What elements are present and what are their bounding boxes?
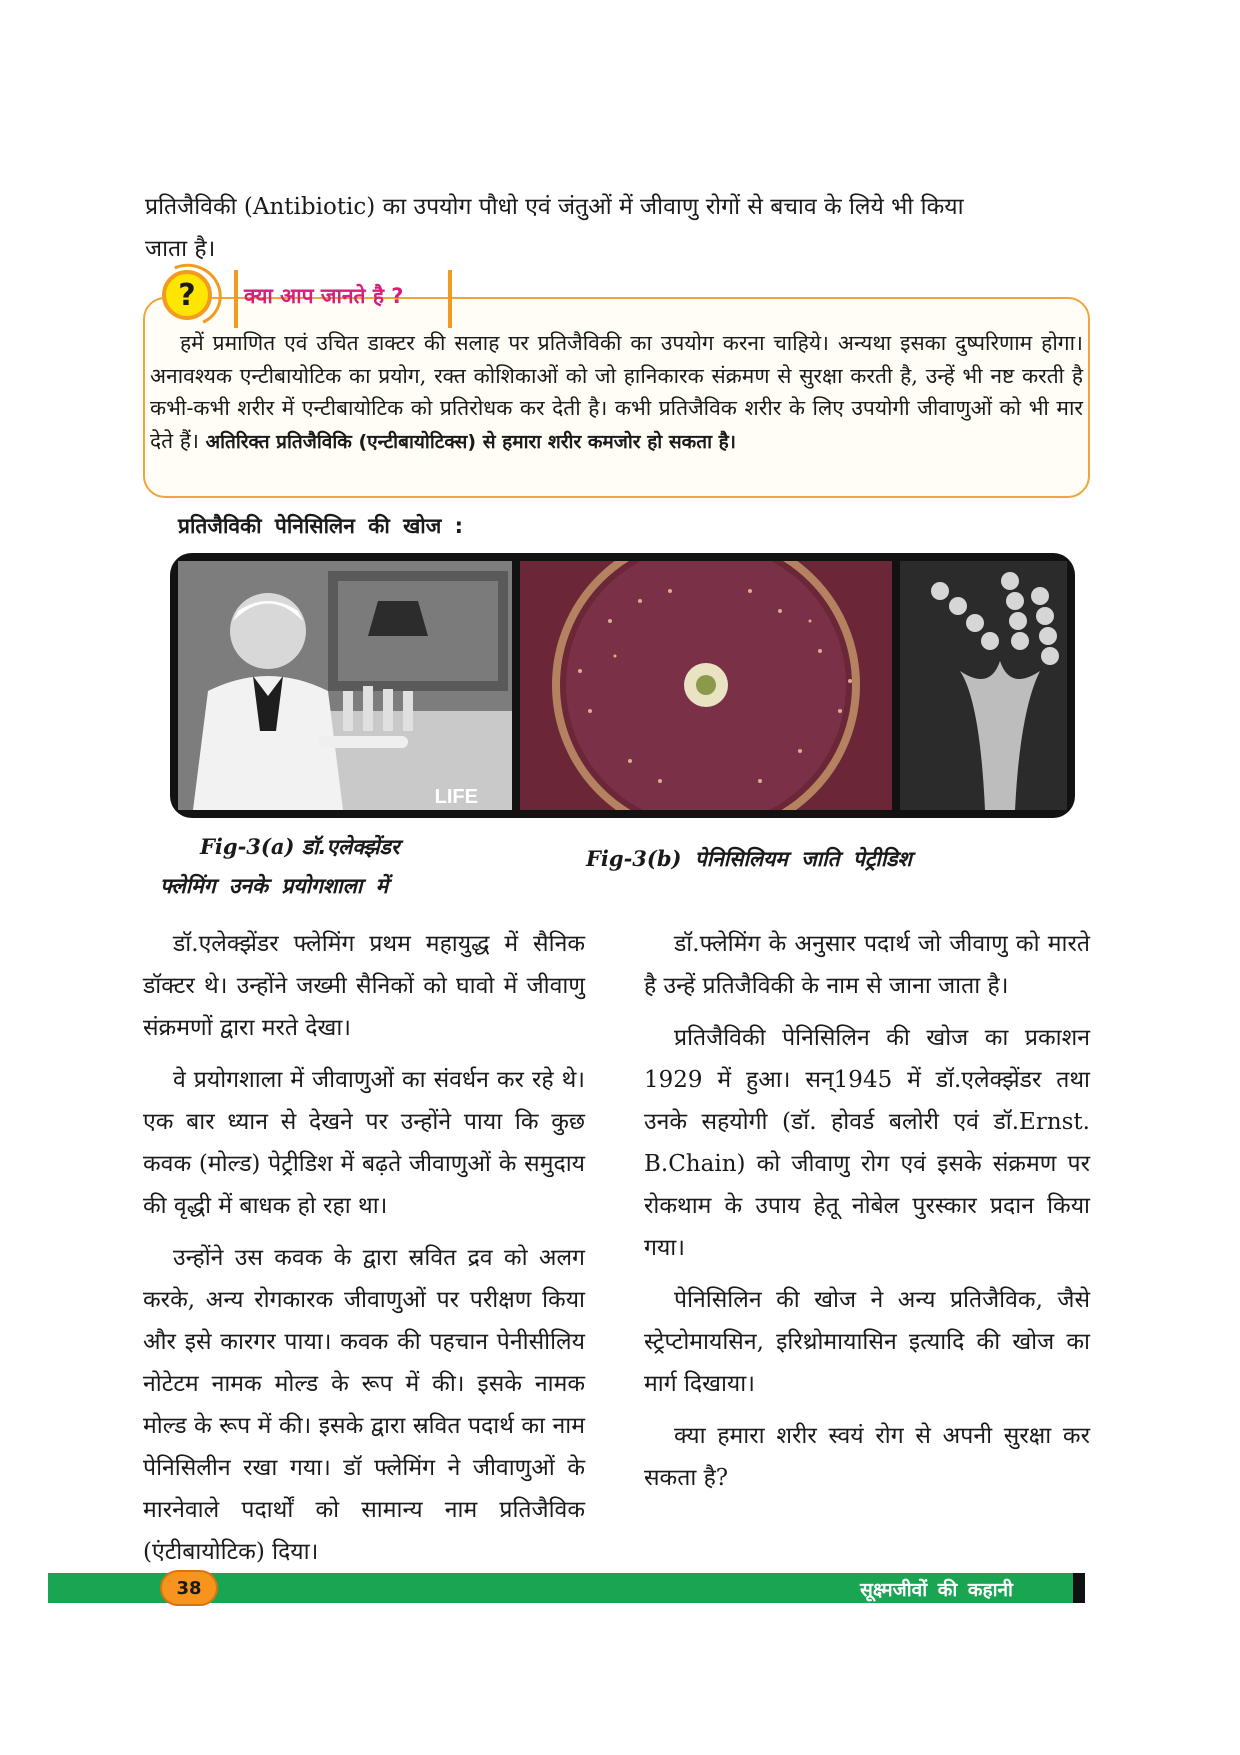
right-column bbox=[644, 923, 1090, 1509]
did-you-know-body: हमें प्रमाणित एवं उचित डाक्टर की सलाह पर प्रतिजैविकी का उपयोग करना चाहिये। अन्यथा इसका दुष्परिणाम होगा। अनावश्यक एन्टीबायोटिक का प्रयोग, रक्त कोशिकाओं को जो हानिकारक संक्रमण से सुरक्षा करती है, उन्हें भी नष्ट करती है कभी-कभी शरीर में एन्टीबायोटिक को प्रतिरोधक कर देती है। कभी प्रतिजैविक शरीर के लिए उपयोगी जीवाणुओं को भी मार देते हैं। bbox=[150, 331, 1083, 453]
section-heading: प्रतिजैविकी पेनिसिलिन की खोज : bbox=[178, 514, 464, 538]
did-you-know-bold: अतिरिक्त प्रतिजैविकि (एन्टीबायोटिक्स) से हमारा शरीर कमजोर हो सकता है। bbox=[205, 430, 736, 453]
fig-3a-label: Fig-3(a) bbox=[200, 834, 295, 859]
fig-3a-caption-text-1: डॉ.एलेक्झेंडर bbox=[301, 835, 400, 859]
fig-3b-caption-text: पेनिसिलियम जाति पेट्रीडिश bbox=[694, 847, 912, 871]
did-you-know-text bbox=[150, 327, 1083, 458]
intro-line-1: प्रतिजैविकी (Antibiotic) का उपयोग पौधो एवं जंतुओं में जीवाणु रोगों से बचाव के लिये भी किया bbox=[145, 194, 964, 220]
right-paragraph: पेनिसिलिन की खोज ने अन्य प्रतिजैविक, जैसे स्ट्रेप्टोमायसिन, इरिथ्रोमायासिन इत्यादि की खोज का मार्ग दिखाया। bbox=[644, 1287, 1090, 1397]
page-number-badge: 38 bbox=[160, 1570, 218, 1606]
right-paragraph: क्या हमारा शरीर स्वयं रोग से अपनी सुरक्षा कर सकता है? bbox=[644, 1423, 1090, 1491]
fig-3b-caption bbox=[586, 845, 912, 873]
title-tab-right-bar bbox=[448, 270, 452, 328]
photo-fleming-lab bbox=[178, 561, 512, 810]
fig-3b-label: Fig-3(b) bbox=[586, 846, 682, 871]
footer-book-title: सूक्ष्मजीवों की कहानी bbox=[860, 1579, 1013, 1601]
photo-petri-dish bbox=[520, 561, 892, 810]
intro-line-2: जाता है। bbox=[145, 236, 216, 262]
left-paragraph: वे प्रयोगशाला में जीवाणुओं का संवर्धन कर रहे थे। एक बार ध्यान से देखने पर उन्होंने पाया कि कुछ कवक (मोल्ड) पेट्रीडिश में बढ़ते जीवाणुओं के समुदाय की वृद्धी में बाधक हो रहा था। bbox=[143, 1067, 585, 1219]
photo-penicillium-micrograph bbox=[900, 561, 1067, 810]
right-paragraph: डॉ.फ्लेमिंग के अनुसार पदार्थ जो जीवाणु को मारते है उन्हें प्रतिजैविकी के नाम से जाना जाता है। bbox=[644, 931, 1090, 999]
left-paragraph: उन्होंने उस कवक के द्वारा स्रवित द्रव को अलग करके, अन्य रोगकारक जीवाणुओं पर परीक्षण किया और इसे कारगर पाया। कवक की पहचान पेनीसीलिय नोटेटम नामक मोल्ड के रूप में की। इसके नामक मोल्ड के रूप में की। इसके द्वारा स्रवित पदार्थ का नाम पेनिसिलीन रखा गया। डॉ फ्लेमिंग ने जीवाणुओं के मारनेवाले पदार्थों को सामान्य नाम प्रतिजैविक (एंटीबायोटिक) दिया। bbox=[143, 1245, 585, 1565]
right-paragraph: प्रतिजैविकी पेनिसिलिन की खोज का प्रकाशन 1929 में हुआ। सन्1945 में डॉ.एलेक्झेंडर तथा उनके सहयोगी (डॉ. होवर्ड बलोरी एवं डॉ.Ernst. B.Chain) को जीवाणु रोग एवं इसके संक्रमण पर रोकथाम के उपाय हेतू नोबेल पुरस्कार प्रदान किया गया। bbox=[644, 1025, 1090, 1261]
question-mark-icon: ? bbox=[162, 270, 212, 320]
intro-paragraph bbox=[145, 186, 1090, 270]
fleming-lab-illustration bbox=[178, 561, 512, 810]
petri-dish-illustration bbox=[520, 561, 892, 810]
photo-strip bbox=[170, 553, 1075, 818]
did-you-know-title: क्या आप जानते है ? bbox=[244, 284, 404, 308]
life-watermark: LIFE bbox=[434, 786, 478, 808]
fig-3a-caption-line-2: फ्लेमिंग उनके प्रयोगशाला में bbox=[160, 874, 389, 898]
left-paragraph: डॉ.एलेक्झेंडर फ्लेमिंग प्रथम महायुद्ध में सैनिक डॉक्टर थे। उन्होंने जख्मी सैनिकों को घावो में जीवाणु संक्रमणों द्वारा मरते देखा। bbox=[143, 931, 585, 1041]
fig-3a-caption-line-1 bbox=[200, 833, 399, 861]
left-column bbox=[143, 923, 585, 1583]
penicillium-illustration bbox=[900, 561, 1067, 810]
title-tab-left-bar bbox=[234, 270, 238, 328]
footer-edge-marker bbox=[1073, 1573, 1085, 1603]
